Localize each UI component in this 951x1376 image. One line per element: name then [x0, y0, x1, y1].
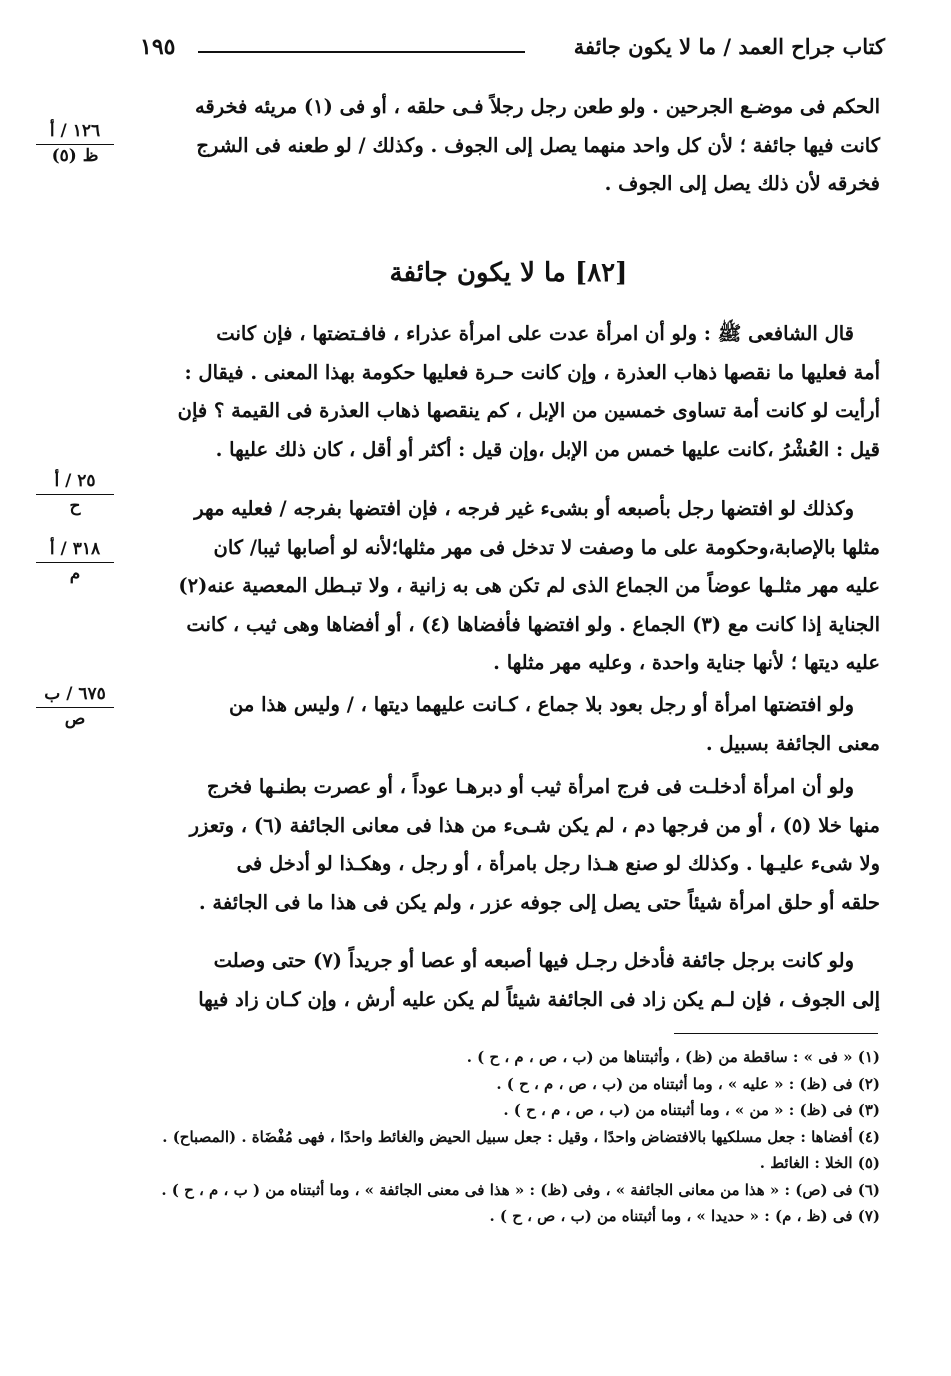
margin-ref: ٣١٨ / أ: [49, 539, 101, 559]
text-line: ولو افتضتها امرأة أو رجل بعود بلا جماع ، كـانت عليهما ديتها ، / وليس هذا من: [229, 693, 854, 716]
margin-source: ص: [64, 709, 86, 729]
paragraph-1: [137, 88, 880, 204]
paragraph-5: [137, 768, 880, 922]
footnote: (١) « فى » : ساقطة من (ظ) ، وأثبتناها من (ب ، ص ، م ، ح ) .: [466, 1048, 880, 1066]
paragraph-2: [137, 315, 880, 469]
margin-ref: ٦٧٥ / ب: [44, 684, 106, 704]
text-line: معنى الجائفة بسبيل .: [705, 731, 880, 755]
text-line: فخرقه لأن ذلك يصل إلى الجوف .: [604, 172, 880, 195]
section-heading: [٨٢] ما لا يكون جائفة: [389, 258, 628, 288]
margin-ref: ٢٥ / أ: [54, 471, 96, 491]
text-line: أرأيت لو كانت أمة تساوى خمسين من الإبل ، كم ينقصها ذهاب العذرة فى القيمة ؟ فإن: [177, 399, 880, 422]
footnote: (٧) فى (ظ ، م) : « حديدا » ، وما أثبتناه من (ب ، ص ، ح ) .: [489, 1207, 880, 1225]
header-rule: [198, 51, 525, 53]
text-line: وكذلك لو افتضها رجل بأصبعه أو بشىء غير فرجه ، فإن افتضها بفرجه / فعليه مهر: [194, 497, 854, 520]
running-header: [140, 34, 885, 74]
footnotes: [137, 1044, 880, 1230]
running-title: كتاب جراح العمد / ما لا يكون جائفة: [573, 34, 885, 59]
footnote: (٣) فى (ظ) : « من » ، وما أثبتناه من (ب ، ص ، م ، ح ) .: [503, 1101, 880, 1119]
text-line: إلى الجوف ، فإن لـم يكن زاد فى الجائفة شيئاً لم يكن عليه أرش ، وإن كـان زاد فيها: [198, 987, 880, 1011]
footnote: (٤) أفضاها : جعل مسلكيها بالافتضاض واحدًا ، وقيل : جعل سبيل الحيض والغائط واحدًا ، فهى مُفْضَاة . (المصباح) .: [162, 1127, 880, 1146]
footnote: (٢) فى (ظ) : « عليه » ، وما أثبتناه من (ب ، ص ، م ، ح ) .: [496, 1074, 880, 1093]
text-line: أمة فعليها ما نقصها ذهاب العذرة ، وإن كانت حـرة فعليها حكومة بهذا المعنى . فيقال :: [184, 360, 880, 384]
footnote: (٥) الخلا : الغائط .: [759, 1154, 880, 1172]
margin-source: م: [69, 564, 81, 584]
paragraph-3: [137, 490, 880, 683]
text-line: حلقه أو حلق امرأة شيئاً حتى يصل إلى جوفه عزر ، ولم يكن فى هذا ما فى الجائفة .: [198, 890, 880, 914]
text-line: قيل : العُشْرُ ،كانت عليها خمس من الإبل ،وإن قيل : أكثر أو أقل ، كان ذلك عليها .: [215, 437, 880, 461]
margin-note-2: [20, 470, 130, 517]
paragraph-6: [137, 942, 880, 1019]
text-line: منها خلا (٥) ، أو من فرجها دم ، لم يكن شـىء من هذا فى معانى الجائفة (٦) ، وتعزر: [189, 813, 880, 837]
margin-source: ح: [69, 496, 81, 516]
text-line: الحكم فى موضـع الجرحين . ولو طعن رجل رجلاً فـى حلقه ، أو فى (١) مريئه فخرقه: [194, 95, 880, 118]
text-line: ولو أن امرأة أدخلـت فى فرج امرأة ثيب أو دبرهـا عوداً ، أو عصرت بطنـها فخرج: [206, 775, 854, 798]
margin-note-4: [20, 683, 130, 730]
margin-note-1: [20, 120, 130, 167]
text-line: كانت فيها جائفة ؛ لأن كل واحد منهما يصل إلى الجوف . وكذلك / لو طعنه فى الشرج: [196, 133, 880, 157]
page-number: ١٩٥: [140, 34, 176, 60]
text-line: عليه مهر مثلـها عوضاً من الجماع الذى لم تكن هى به زانية ، ولا تبـطل المعصية عنه(٢): [178, 574, 880, 597]
text-line: ولو كانت برجل جائفة فأدخل رجـل فيها أصبعه أو عصا أو جريداً (٧) حتى وصلت: [213, 949, 854, 972]
footnote: (٦) فى (ص) : « هذا من معانى الجائفة » ، وفى (ظ) : « هذا فى معنى الجائفة » ، وما أثبتناه من ( ب ، م ، ح ) .: [161, 1180, 880, 1199]
text-line: عليه ديتها ؛ لأنها جناية واحدة ، وعليه مهر مثلها .: [493, 651, 880, 674]
text-line: قال الشافعى ﷺ : ولو أن امرأة عدت على امرأة عذراء ، فافـتضتها ، فإن كانت: [216, 322, 854, 345]
text-line: مثلها بالإصابة،وحكومة على ما وصفت لا تدخل فى مهر مثلها؛لأنه لو أصابها ثيبا/ كان: [213, 535, 880, 559]
margin-source: ظ (٥): [51, 146, 99, 166]
text-line: الجناية إذا كانت مع (٣) الجماع . ولو افتضها فأفضاها (٤) ، أو أفضاها وهى ثيب ، كانت: [186, 612, 880, 636]
margin-ref: ١٢٦ / أ: [49, 121, 101, 141]
text-line: ولا شىء عليـها . وكذلك لو صنع هـذا رجل بامرأة ، أو رجل ، وهكـذا لو أدخل فى: [236, 852, 880, 875]
paragraph-4: [137, 686, 880, 763]
margin-note-3: [20, 538, 130, 585]
footnote-rule: [674, 1033, 878, 1034]
